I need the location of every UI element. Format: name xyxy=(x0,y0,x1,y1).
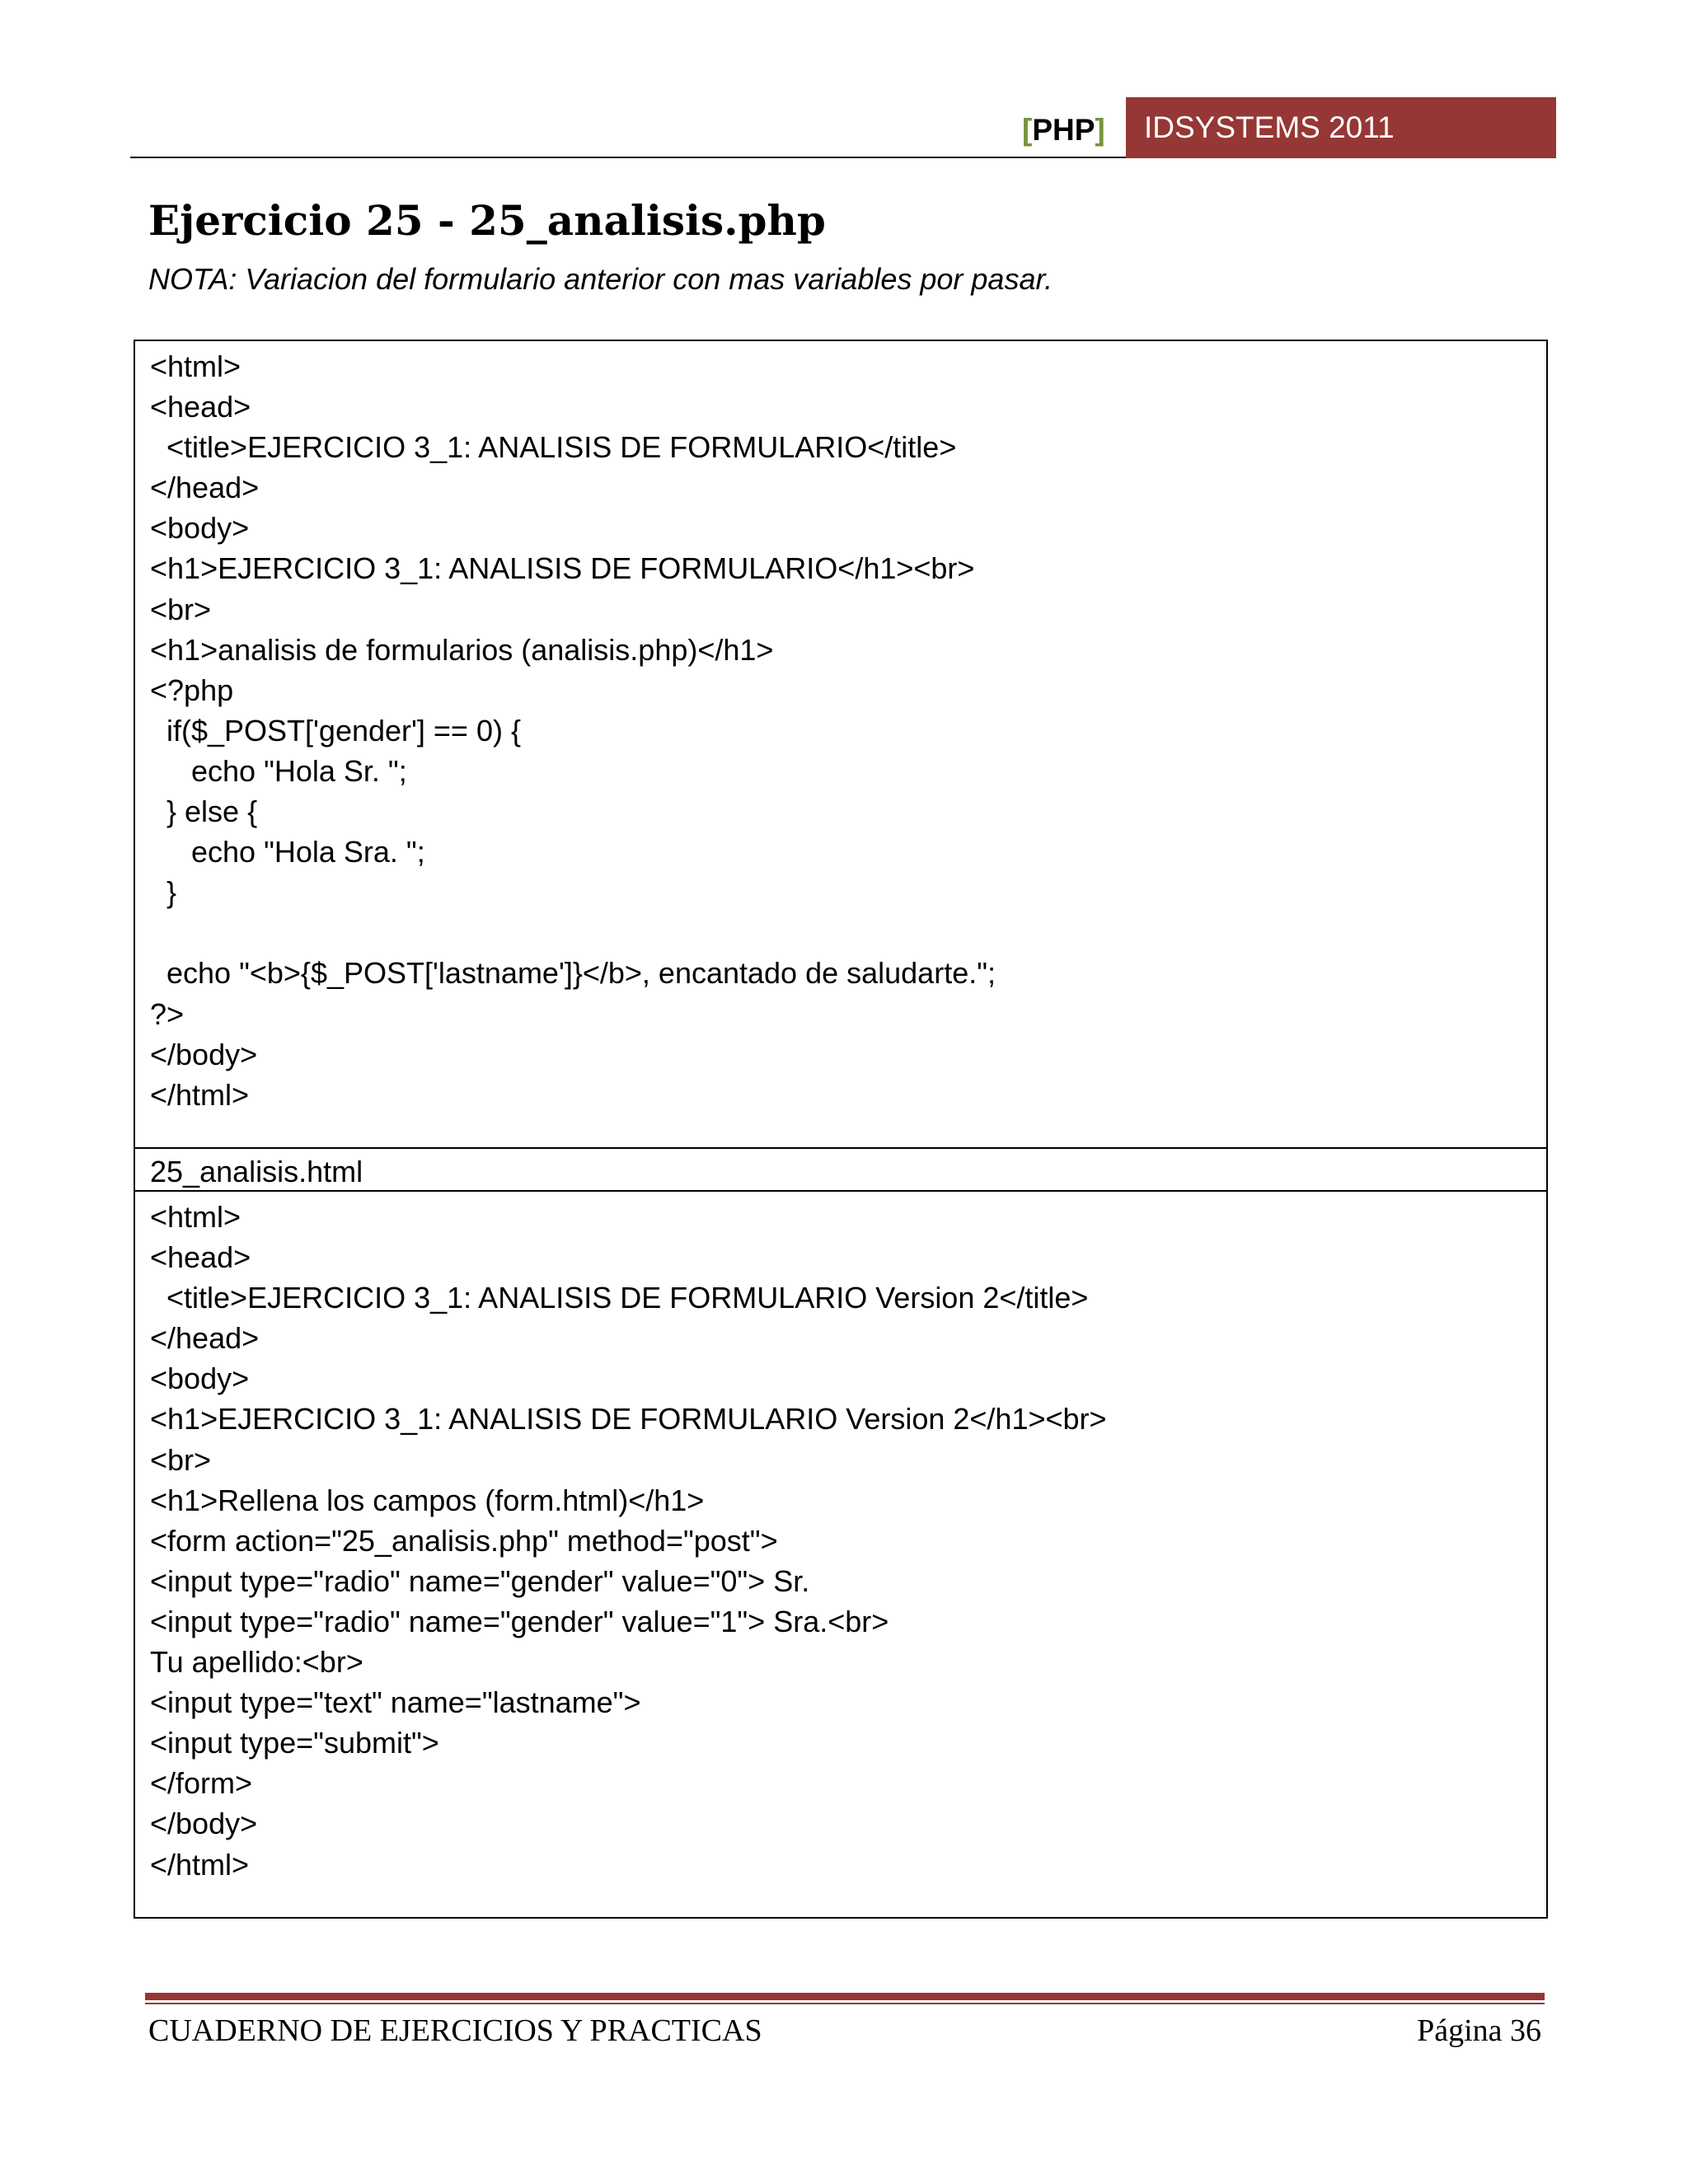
code-line: <?php xyxy=(150,673,234,707)
code-line: } else { xyxy=(150,794,258,829)
header-bracket-close: ] xyxy=(1095,113,1105,147)
code-line: <head> xyxy=(150,1240,251,1275)
code-line: <form action="25_analisis.php" method="post"> xyxy=(150,1523,778,1558)
code-line: <title>EJERCICIO 3_1: ANALISIS DE FORMULARIO Version 2</title> xyxy=(150,1281,1089,1315)
exercise-note: NOTA: Variacion del formulario anterior con mas variables por pasar. xyxy=(148,262,1053,296)
code-line: <br> xyxy=(150,1442,212,1477)
code-line: <input type="radio" name="gender" value="0"> Sr. xyxy=(150,1563,810,1598)
html-filename: 25_analisis.html xyxy=(150,1155,363,1188)
code-line: echo "<b>{$_POST['lastname']}</b>, encantado de saludarte."; xyxy=(150,956,996,991)
code-line: Tu apellido:<br> xyxy=(150,1645,363,1680)
code-line: <h1>EJERCICIO 3_1: ANALISIS DE FORMULARIO</h1><br> xyxy=(150,551,975,586)
code-line: <body> xyxy=(150,1361,250,1396)
code-line: ?> xyxy=(150,996,185,1031)
code-line: </head> xyxy=(150,471,260,505)
code-line: </head> xyxy=(150,1321,260,1356)
code-line: </html> xyxy=(150,1847,250,1882)
footer-rule xyxy=(145,1993,1545,2000)
code-line: </form> xyxy=(150,1766,253,1801)
code-line: <head> xyxy=(150,390,251,424)
code-line: <html> xyxy=(150,349,241,383)
footer-page-number: Página 36 xyxy=(1417,2013,1541,2048)
code-line: <h1>analisis de formularios (analisis.php)</h1> xyxy=(150,632,774,667)
code-line: <input type="radio" name="gender" value="1"> Sra.<br> xyxy=(150,1604,889,1638)
code-line: echo "Hola Sra. "; xyxy=(150,835,425,869)
code-line xyxy=(150,912,1531,953)
code-line: <h1>EJERCICIO 3_1: ANALISIS DE FORMULARIO Version 2</h1><br> xyxy=(150,1402,1107,1436)
code-line: if($_POST['gender'] == 0) { xyxy=(150,713,521,748)
code-line: <input type="submit"> xyxy=(150,1726,439,1760)
code-line: <html> xyxy=(150,1200,241,1234)
code-line: <title>EJERCICIO 3_1: ANALISIS DE FORMULARIO</title> xyxy=(150,430,957,465)
code-line: <body> xyxy=(150,511,250,546)
code-line: <input type="text" name="lastname"> xyxy=(150,1685,641,1720)
code-line: </body> xyxy=(150,1807,258,1841)
header-section-label: PHP xyxy=(1032,113,1095,147)
header-rule xyxy=(130,157,1126,158)
code-line: <h1>Rellena los campos (form.html)</h1> xyxy=(150,1483,705,1517)
html-code-block xyxy=(135,1192,1546,1917)
code-line: } xyxy=(150,875,177,910)
header-band xyxy=(1126,97,1556,158)
footer-book-title: CUADERNO DE EJERCICIOS Y PRACTICAS xyxy=(148,2013,762,2048)
header-bracket-open: [ xyxy=(1022,113,1033,147)
code-line: </html> xyxy=(150,1077,250,1112)
exercise-title: Ejercicio 25 - 25_analisis.php xyxy=(148,196,826,245)
footer-rule-thin xyxy=(145,2003,1545,2004)
header-band-text: IDSYSTEMS 2011 xyxy=(1144,110,1395,144)
php-code-block xyxy=(135,341,1546,1149)
html-filename-row xyxy=(135,1149,1546,1192)
header-section-tag xyxy=(1022,105,1105,155)
code-table xyxy=(134,340,1548,1919)
code-line: echo "Hola Sr. "; xyxy=(150,753,407,788)
code-line: <br> xyxy=(150,592,212,626)
code-line: </body> xyxy=(150,1037,258,1071)
